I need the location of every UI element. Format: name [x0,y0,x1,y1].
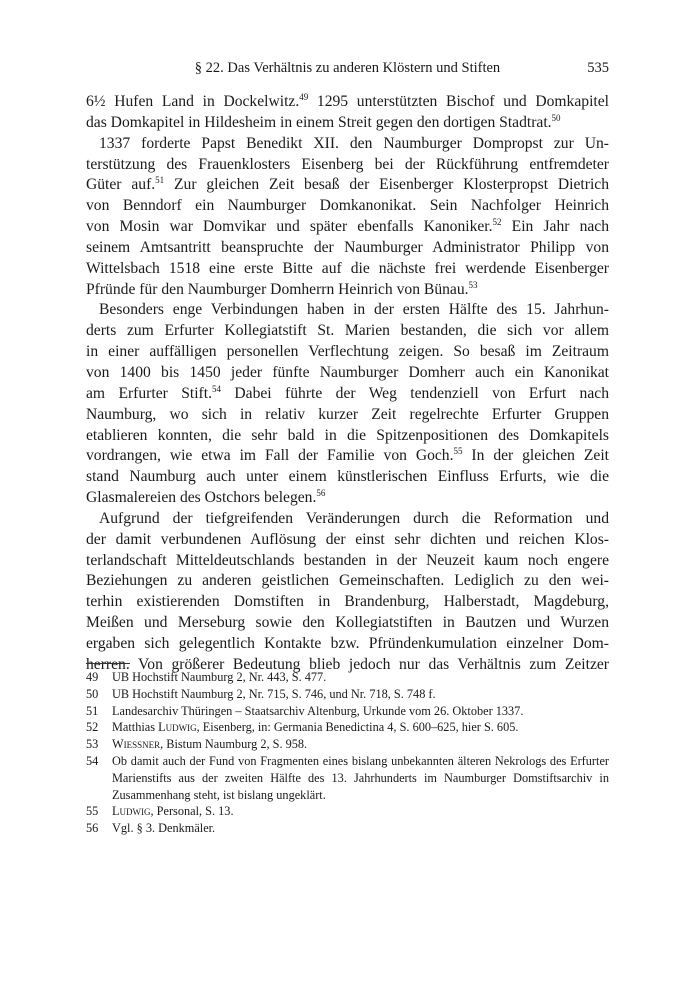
body-line: Aufgrund der tiefgreifenden Veränderungen durch die Reformation und [99,509,609,527]
footnote-number: 51 [86,703,99,718]
footnote-ref: 52 [492,217,502,228]
footnote-text: Matthias Ludwig, Eisenberg, in: Germania Benedictina 4, S. 600–625, hier S. 605. [112,720,519,735]
body-line: Güter auf.$^{51}$ Zur gleichen Zeit besaß der Eisenberger Klosterpropst Dietrich [86,175,609,194]
footnote-text: Vgl. § 3. Denkmäler. [112,821,216,836]
body-line: der damit verbundenen Auflösung der einst sehr dichten und reichen Klos- [86,530,609,548]
footnote [86,736,609,753]
body-line: ergaben sich gelegentlich Kontakte bzw. Pfründenkumulation einzelner Dom- [86,634,609,652]
footnote-ref: 51 [155,175,165,186]
body-line: Besonders enge Verbindungen haben in der ersten Hälfte des 15. Jahrhun- [99,301,609,319]
body-line: von 1400 bis 1450 jeder fünfte Naumburger Domherr auch ein Kanonikat [86,363,609,381]
footnote-ref: 54 [211,383,221,394]
footnote [86,686,609,703]
body-line: Beziehungen zu anderen geistlichen Gemeinschaften. Lediglich zu den wei- [86,572,609,590]
footnote [86,820,609,837]
body-line: Wittelsbach 1518 eine erste Bitte auf die nächste frei werdende Eisenberger [86,259,609,277]
body-line: terlandschaft Mitteldeutschlands bestanden in der Neuzeit kaum noch engere [86,551,609,569]
body-line: Naumburg, wo sich in relativ kurzer Zeit regelrechte Erfurter Gruppen [86,405,609,423]
footnote-text: Ob damit auch der Fund von Fragmenten eines bislang unbekannten älteren Nekrologs des Erfurter Marienstifts aus der zweiten Hälfte des 13. Jahrhunderts im Naumburger Domstiftsarchiv in Zusammenhang steht, ist bislang ungeklärt. [112,753,609,802]
footnote [86,753,609,803]
body-line: derts zum Erfurter Kollegiatstift St. Marien bestanden, die sich vor allem [86,322,609,340]
footnote-text: UB Hochstift Naumburg 2, Nr. 715, S. 746, und Nr. 718, S. 748 f. [112,686,436,701]
footnotes [86,669,609,837]
footnote-ref: 53 [468,279,478,290]
footnote-number: 52 [86,720,99,735]
body-line: in einer auffälligen personellen Verflechtung zeigen. So besaß im Zeitraum [86,343,609,361]
author-name: Ludwig [112,804,151,819]
body-line: 6½ Hufen Land in Dockelwitz.$^{49}$ 1295 unterstützten Bischof und Domkapitel [86,92,609,110]
footnote [86,719,609,736]
footnote-number: 54 [86,753,99,768]
footnote-text: UB Hochstift Naumburg 2, Nr. 443, S. 477. [112,670,327,684]
body-line: seinem Amtsantritt beanspruchte der Naumburger Administrator Philipp von [86,238,609,256]
body-line: etablieren konnten, die sehr bald in die Spitzenpositionen des Domkapitels [86,426,609,444]
footnote-text: Landesarchiv Thüringen – Staatsarchiv Altenburg, Urkunde vom 26. Oktober 1337. [112,703,524,718]
body-line: terhin existierenden Domstiften in Brandenburg, Halberstadt, Magdeburg, [86,593,609,611]
body-line: Pfründe für den Naumburger Domherrn Heinrich von Bünau.$^{53}$ [86,279,478,298]
body-line: von Mosin war Domvikar und später ebenfalls Kanoniker.$^{52}$ Ein Jahr nach [86,217,610,236]
body-line: von Benndorf ein Naumburger Domkanonikat. Sein Nachfolger Heinrich [86,197,609,215]
body-line: vordrangen, wie etwa im Fall der Familie von Goch.$^{55}$ In der gleichen Zeit [86,446,609,465]
footnote-ref: 56 [316,488,326,499]
body-line: Glasmalereien des Ostchors belegen.$^{56}$ [86,488,326,507]
body-line: am Erfurter Stift.$^{54}$ Dabei führte der Weg tendenziell von Erfurt nach [86,383,609,402]
footnote-number: 55 [86,804,99,819]
footnote-separator [86,663,130,664]
footnote-number: 49 [86,670,99,684]
author-name: Wiessner [112,737,161,752]
footnote-number: 56 [86,821,99,836]
body-line: stand Naumburg auch unter einem künstlerischen Einfluss Erfurts, wie die [86,468,609,486]
body-text [86,92,609,676]
footnote-text: Wiessner, Bistum Naumburg 2, S. 958. [112,737,308,752]
running-title: § 22. Das Verhältnis zu anderen Klöstern und Stiften [194,60,501,76]
body-line: das Domkapitel in Hildesheim in einem Streit gegen den dortigen Stadtrat.$^{50}$ [86,112,561,131]
page-number: 535 [587,60,609,76]
footnote [86,703,609,720]
footnote-ref: 49 [299,92,309,102]
author-name: Ludwig [158,720,197,735]
footnote-number: 53 [86,737,99,752]
footnote [86,669,609,686]
footnote-ref: 55 [453,446,463,457]
footnote-ref: 50 [551,112,561,123]
footnote-text: Ludwig, Personal, S. 13. [112,804,234,819]
body-line: Meißen und Merseburg sowie den Kollegiatstiften in Bautzen und Wurzen [86,614,609,632]
footnote-number: 50 [86,686,99,701]
body-line: herren. Von größerer Bedeutung blieb jedoch nur das Verhältnis zum Zeitzer [86,655,609,673]
body-line: 1337 forderte Papst Benedikt XII. den Naumburger Dompropst zur Un- [99,134,609,152]
body-line: terstützung des Frauenklosters Eisenberg bei der Rückführung entfremdeter [86,155,609,173]
footnote [86,803,609,820]
